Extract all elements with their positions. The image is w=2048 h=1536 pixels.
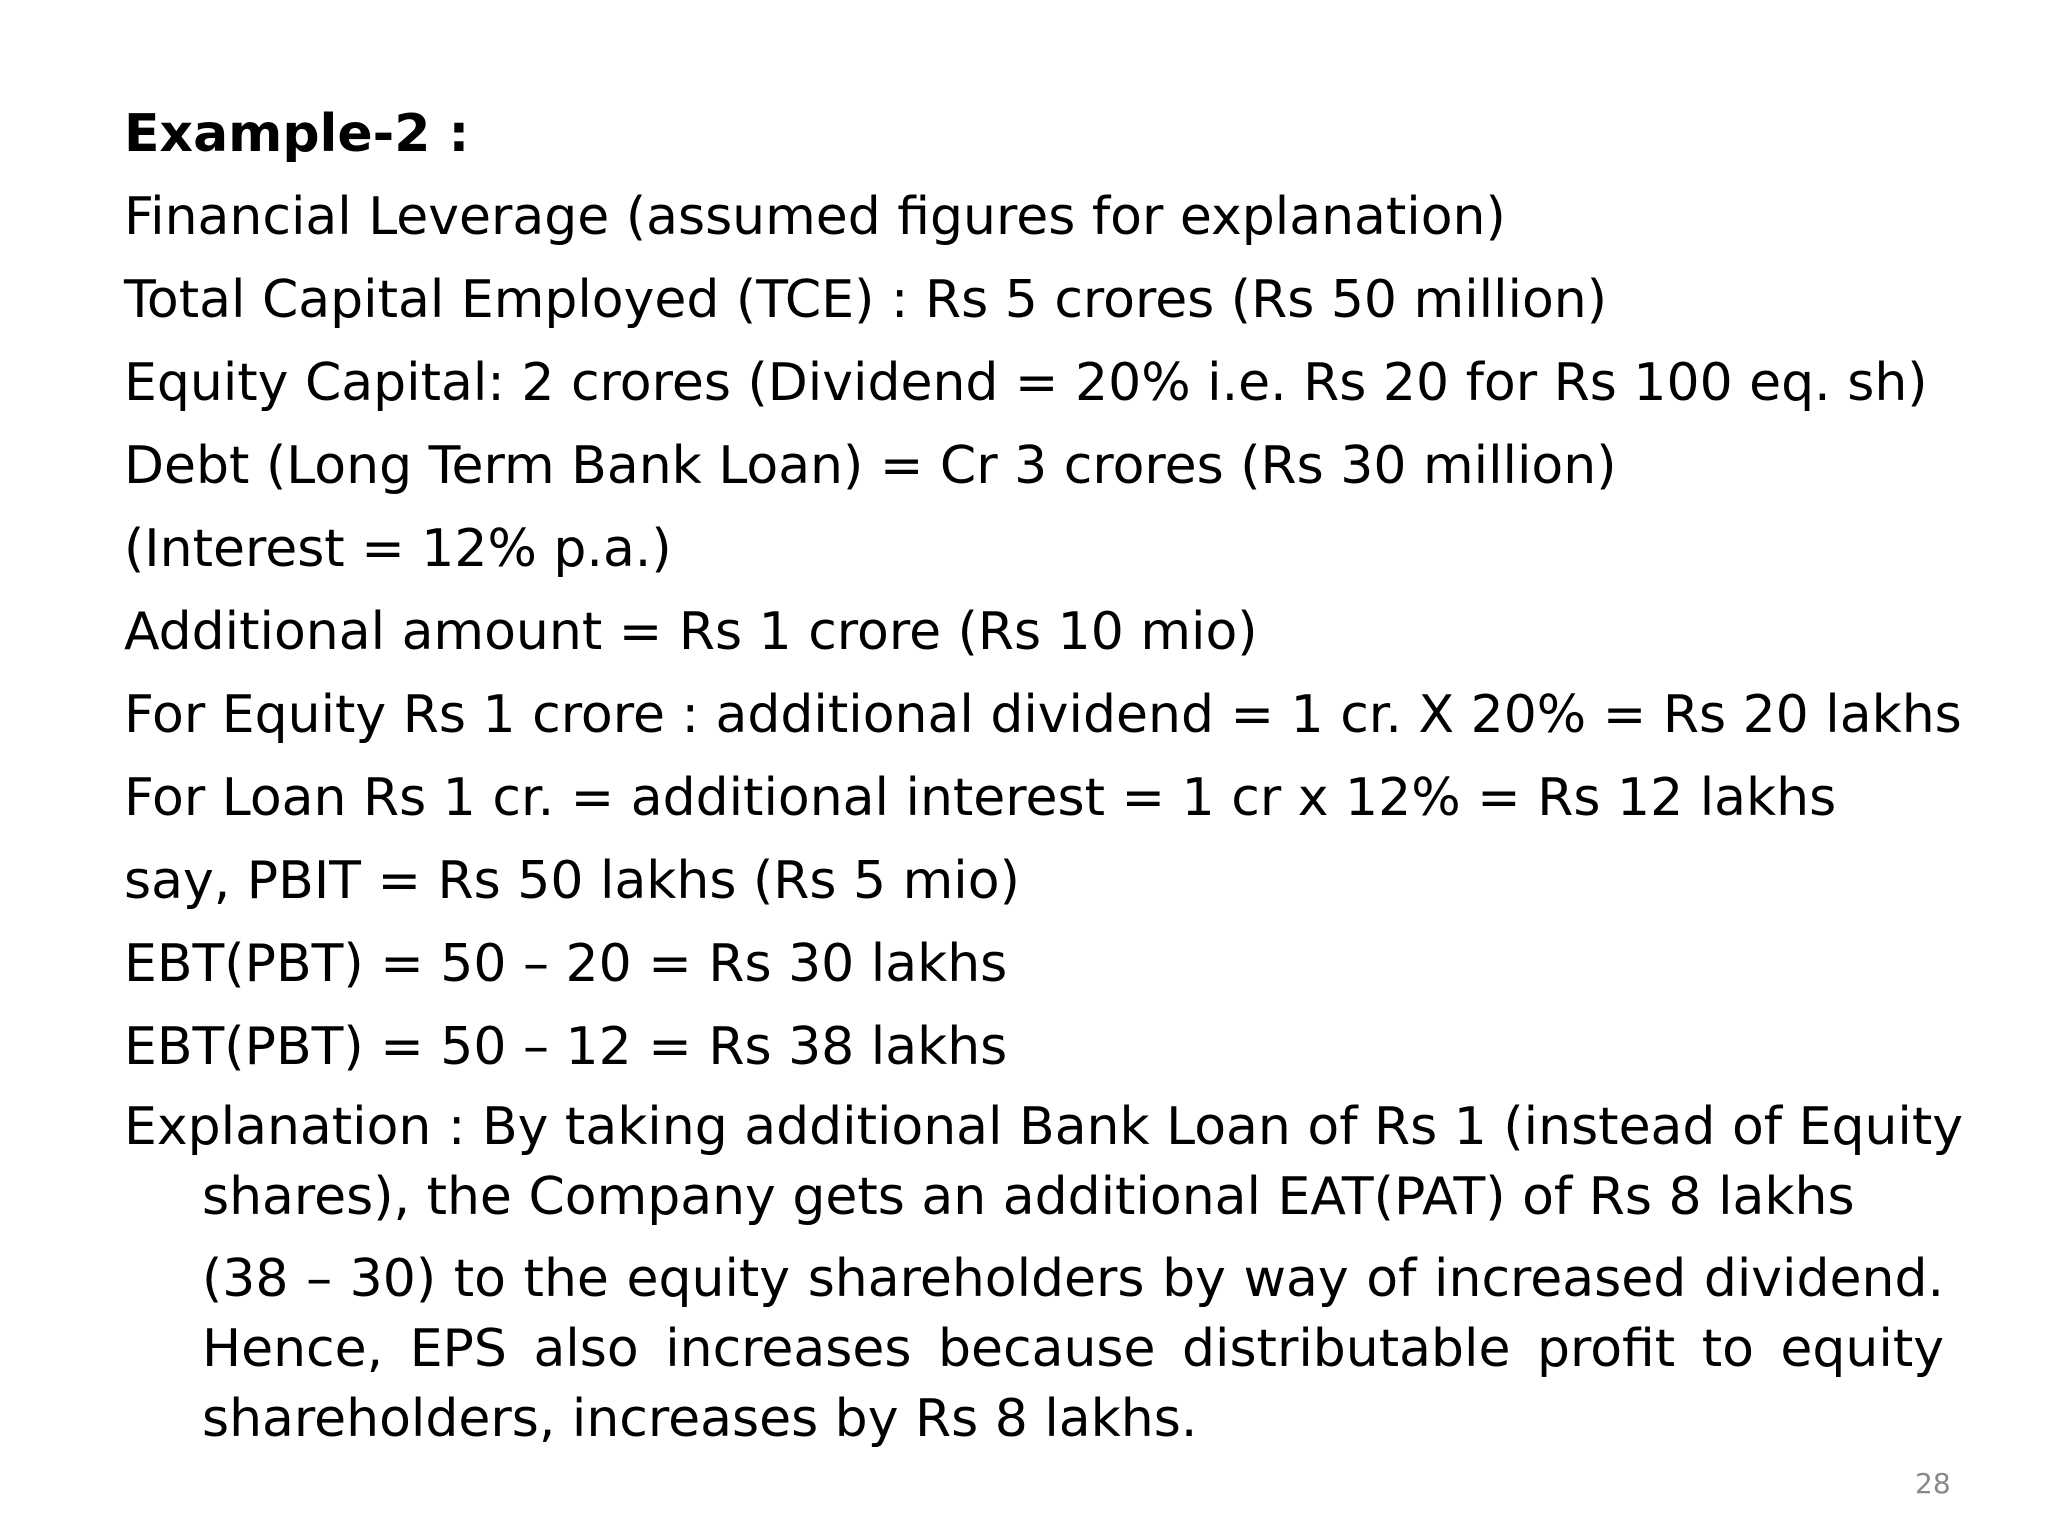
text-line-for-loan: For Loan Rs 1 cr. = additional interest = 1 cr x 12% = Rs 12 lakhs (124, 768, 1837, 828)
text-line-total-capital: Total Capital Employed (TCE) : Rs 5 crores (Rs 50 million) (124, 270, 1608, 330)
text-line-pbit: say, PBIT = Rs 50 lakhs (Rs 5 mio) (124, 851, 1020, 911)
explanation-second-line: shares), the Company gets an additional EAT(PAT) of Rs 8 lakhs (202, 1167, 1855, 1227)
text-line-for-equity: For Equity Rs 1 crore : additional dividend = 1 cr. X 20% = Rs 20 lakhs (124, 685, 1962, 745)
explanation-first-line: Explanation : By taking additional Bank Loan of Rs 1 (instead of Equity (124, 1097, 1964, 1157)
text-line-debt: Debt (Long Term Bank Loan) = Cr 3 crores (Rs 30 million) (124, 436, 1617, 496)
text-line-ebt-loan: EBT(PBT) = 50 – 12 = Rs 38 lakhs (124, 1017, 1008, 1077)
slide-title: Example-2 : (124, 104, 470, 164)
text-line-ebt-equity: EBT(PBT) = 50 – 20 = Rs 30 lakhs (124, 934, 1008, 994)
text-line-financial-leverage: Financial Leverage (assumed figures for explanation) (124, 187, 1506, 247)
explanation-paragraph: (38 – 30) to the equity shareholders by way of increased dividend. Hence, EPS also increases because distributable profit to equity shareholders, increases by Rs 8 lakhs. (202, 1249, 1944, 1449)
page-number: 28 (1915, 1467, 1951, 1500)
explanation-block (124, 1092, 1964, 1454)
text-line-additional-amount: Additional amount = Rs 1 crore (Rs 10 mio) (124, 602, 1258, 662)
text-line-interest: (Interest = 12% p.a.) (124, 519, 672, 579)
text-line-equity-capital: Equity Capital: 2 crores (Dividend = 20% i.e. Rs 20 for Rs 100 eq. sh) (124, 353, 1928, 413)
